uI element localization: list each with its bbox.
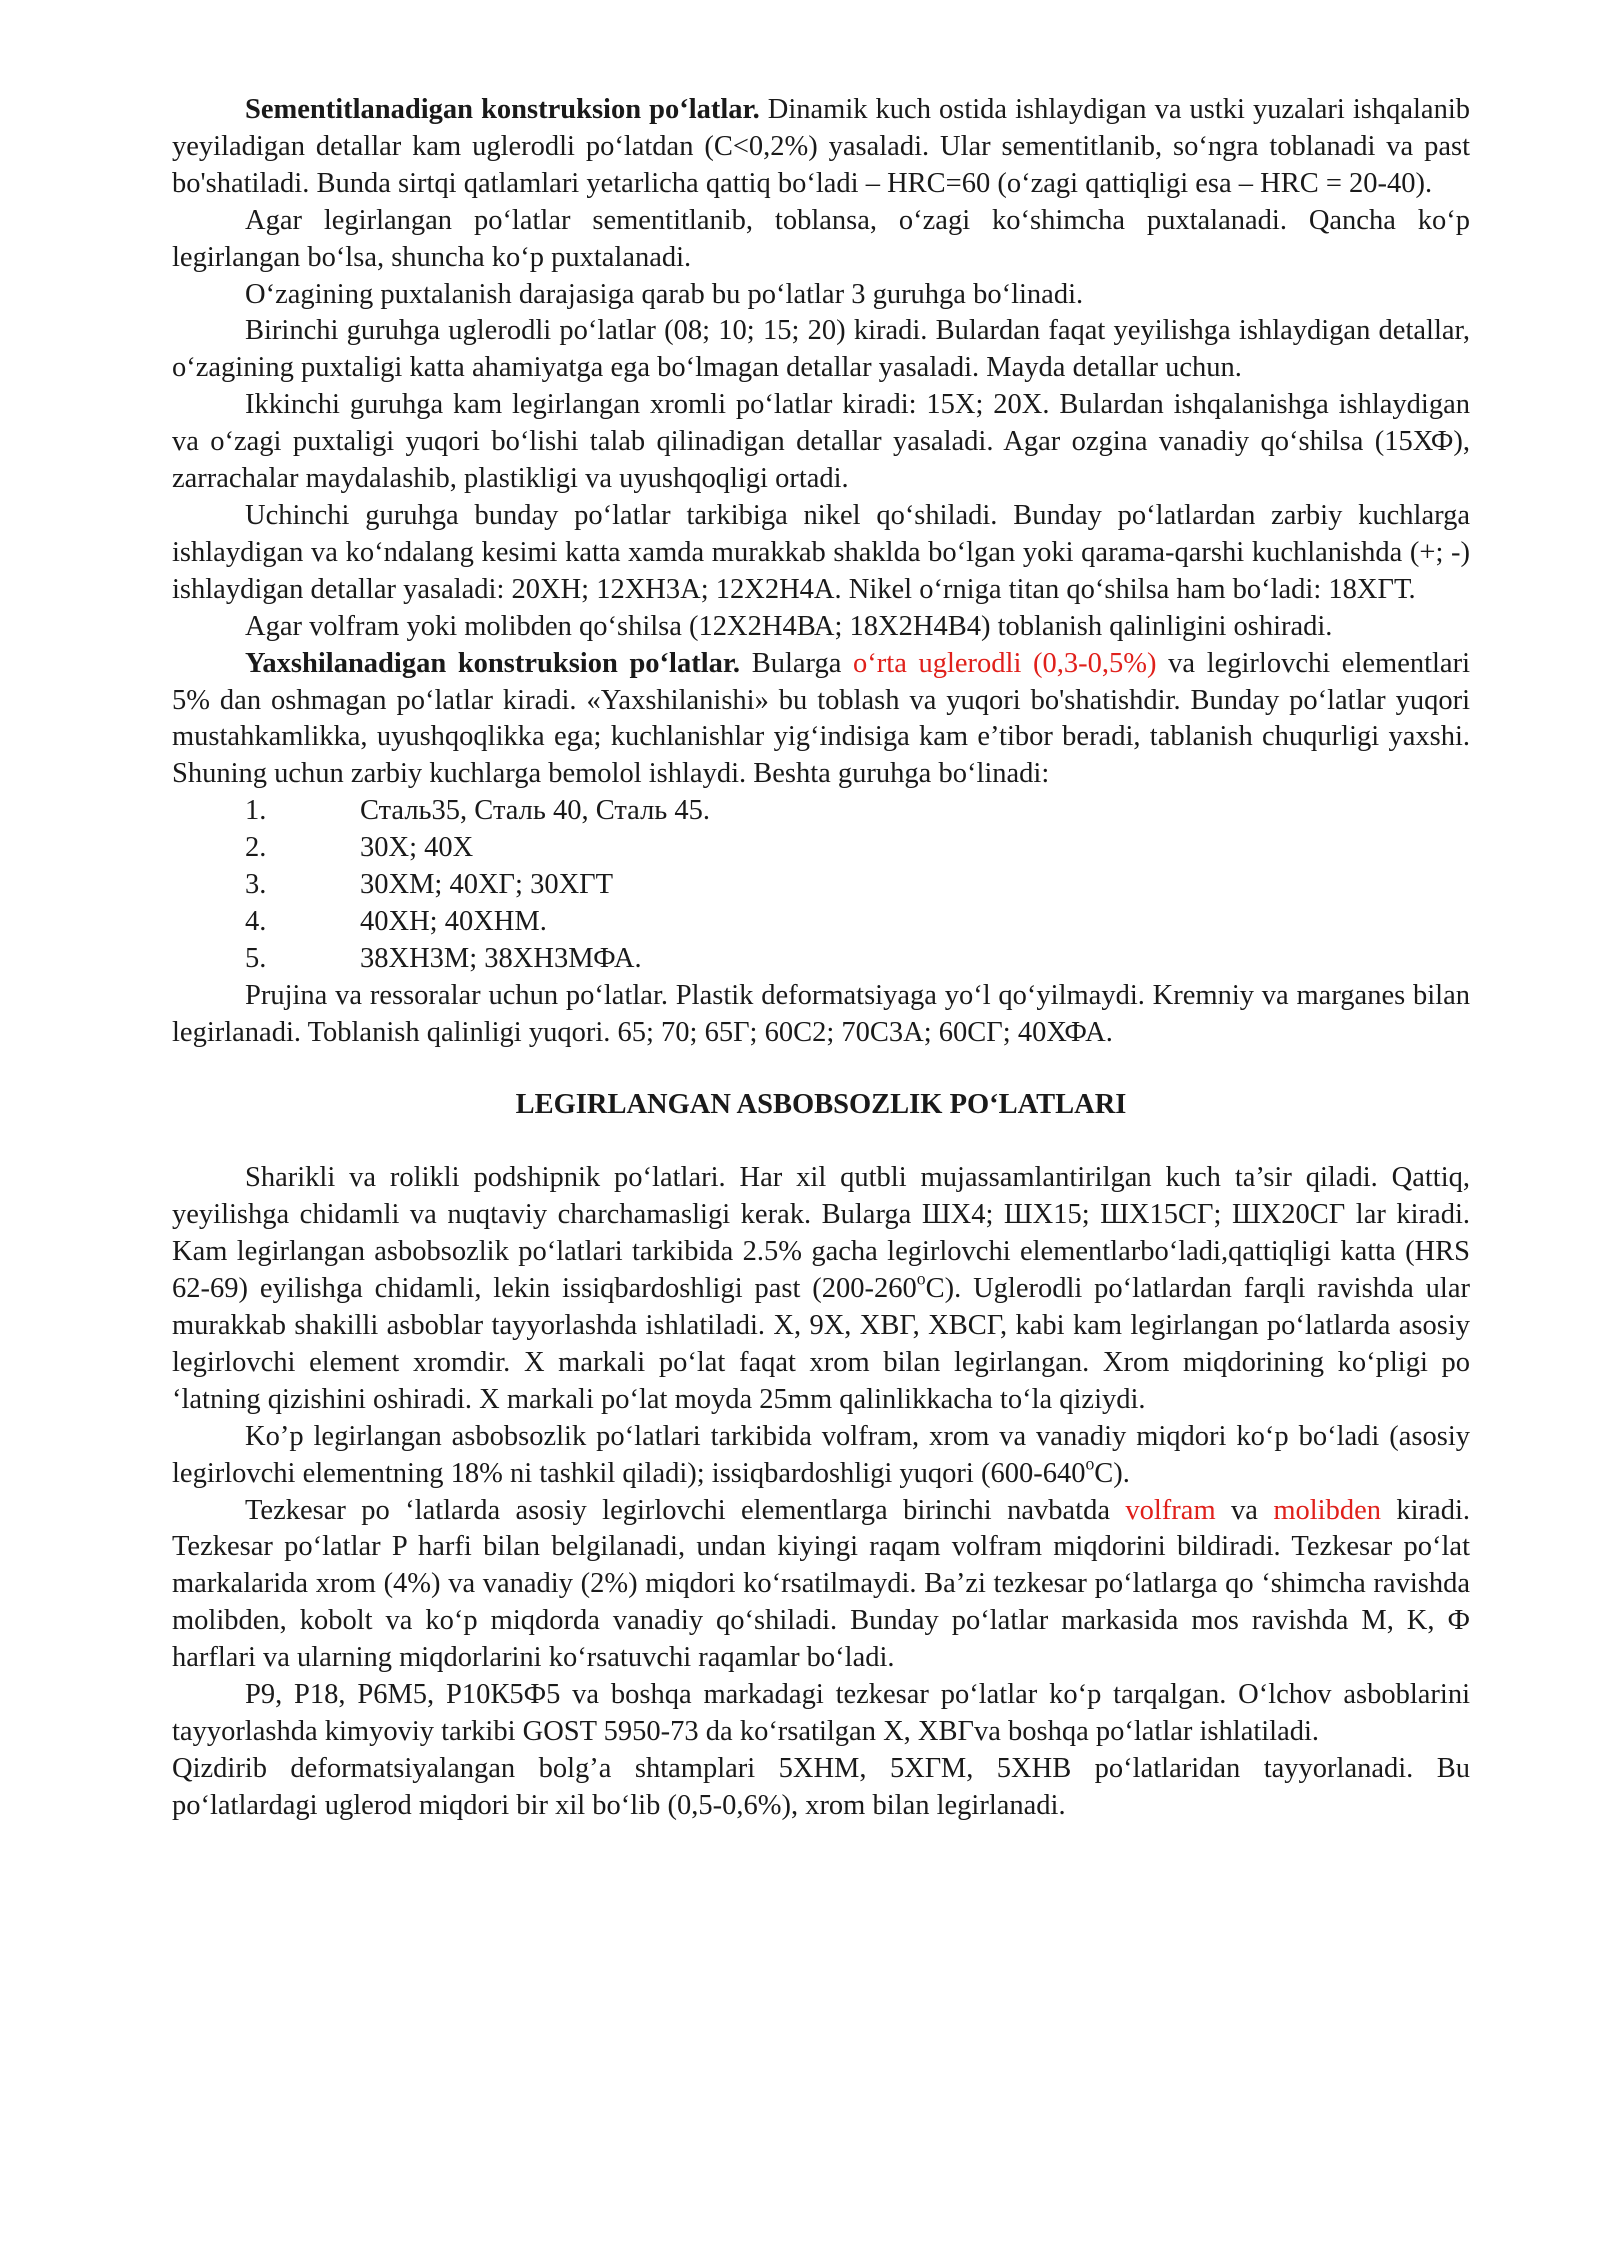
paragraph-improved-steels: [172, 646, 1470, 794]
paragraph-text: kiradi. Tezkesar po‘latlar P harfi bilan belgilanadi, undan kiyingi raqam volfram miqdorini bildiradi. Tezkesar po‘lat markalarida xrom (4%) va vanadiy (2%) miqdori ko‘rsatilmaydi. Ba’zi tezkesar po‘latlarga qo ‘shimcha ravishda molibden, kobolt va ko‘p miqdorda vanadiy qo‘shiladi. Bunday po‘latlar markasida mos ravishda M, K, Ф harflari va ularning miqdorlarini ko‘rsatuvchi raqamlar bo‘ladi.: [172, 1494, 1470, 1674]
paragraph-text: C).: [1094, 1457, 1130, 1489]
degree-sign: o: [1085, 1453, 1095, 1474]
list-number: 2.: [245, 832, 267, 864]
paragraph-title: Sementitlanadigan konstruksion po‘latlar.: [245, 94, 760, 125]
paragraph-text: Tezkesar po ‘latlarda asosiy legirlovchi elementlarga birinchi navbatda: [245, 1494, 1126, 1526]
list-number: 5.: [245, 942, 267, 974]
paragraph: Qizdirib deformatsiyalangan bolg’a shtamplari 5ХНМ, 5ХГМ, 5ХНВ po‘latlaridan tayyorlanadi. Bu po‘latlardagi uglerod miqdori bir xil bo‘lib (0,5-0,6%), xrom bilan legirlanadi.: [172, 1752, 1470, 1821]
list-text: 38ХН3М; 38ХН3МФА.: [360, 942, 642, 974]
paragraph-title: Yaxshilanadigan konstruksion po‘latlar.: [245, 647, 741, 679]
highlighted-text: molibden: [1273, 1494, 1381, 1526]
paragraph-text: Bularga: [740, 647, 854, 679]
paragraph-text: C). Uglerodli po‘latlardan farqli ravishda ular murakkab shakilli asboblar tayyorlashda ishlatiladi. Х, 9Х, ХВГ, ХВСГ, kabi kam legirlangan po‘latlarda asosiy legirlovchi element xromdir. Х markali po‘lat faqat xrom bilan legirlangan. Xrom miqdorining ko‘pligi po ‘latning qizishini oshiradi. Х markali po‘lat moyda 25mm qalinlikkacha to‘la qiziydi.: [172, 1273, 1470, 1415]
paragraph: Ikkinchi guruhga kam legirlangan xromli po‘latlar kiradi: 15Х; 20Х. Bulardan ishqalanishga ishlaydigan va o‘zagi puxtaligi yuqori bo‘lishi talab qilinadigan detallar yasaladi. Agar ozgina vanadiy qo‘shilsa (15ХФ), zarrachalar maydalashib, plastikligi va uyushqoqligi ortadi.: [172, 389, 1470, 495]
paragraph-high-speed-steels: [172, 1493, 1470, 1678]
list-number: 1.: [245, 795, 267, 827]
paragraph-bearing-steels: [172, 1160, 1470, 1418]
list-item: [172, 793, 1470, 830]
paragraph: Birinchi guruhga uglerodli po‘latlar (08; 10; 15; 20) kiradi. Bulardan faqat yeyilishga ishlaydigan detallar, o‘zagining puxtaligi katta ahamiyatga ega bo‘lmagan detallar yasaladi. Mayda detallar uchun.: [172, 315, 1470, 384]
paragraph-text: Ko’p legirlangan asbobsozlik po‘latlari tarkibida volfram, xrom va vanadiy miqdori ko‘p bo‘ladi (asosiy legirlovchi elementning 18% ni tashkil qiladi); issiqbardoshligi yuqori (600-640: [172, 1420, 1470, 1489]
highlighted-text: volfram: [1125, 1494, 1216, 1526]
paragraph: Uchinchi guruhga bunday po‘latlar tarkibiga nikel qo‘shiladi. Bunday po‘latlardan zarbiy kuchlarga ishlaydigan va ko‘ndalang kesimi katta xamda murakkab shaklda bo‘lgan yoki qarama-qarshi kuchlanishda (+; -) ishlaydigan detallar yasaladi: 20ХН; 12ХН3А; 12Х2Н4А. Nikel o‘rniga titan qo‘shilsa ham bo‘ladi: 18ХГТ.: [172, 499, 1470, 605]
list-number: 3.: [245, 869, 267, 900]
list-text: 40ХН; 40ХНМ.: [360, 905, 547, 937]
list-item: [172, 941, 1470, 978]
paragraph: O‘zagining puxtalanish darajasiga qarab bu po‘latlar 3 guruhga bo‘linadi.: [245, 278, 1084, 310]
list-item: [172, 830, 1470, 867]
degree-sign: o: [916, 1268, 926, 1289]
list-item: [172, 867, 1470, 904]
paragraph: Р9, Р18, Р6М5, Р10К5Ф5 va boshqa markadagi tezkesar po‘latlar ko‘p tarqalgan. O‘lchov asboblarini tayyorlashda kimyoviy tarkibi GOST 5950-73 da ko‘rsatilgan Х, ХВГva boshqa po‘latlar ishlatiladi.: [172, 1679, 1470, 1747]
paragraph-text: Sharikli va rolikli podshipnik po‘latlari. Har xil qutbli mujassamlantirilgan kuch ta’sir qiladi. Qattiq, yeyilishga chidamli va nuqtaviy charchamasligi kerak. Bularga ШХ4; ШХ15; ШХ15СГ; ШХ20СГ lar kiradi. Kam legirlangan asbobsozlik po‘latlari tarkibida 2.5% gacha legirlovchi elementlarbo‘ladi,qattiqligi katta (HRS 62-69) eyilishga chidamli, lekin issiqbardoshligi past (200-260: [172, 1162, 1470, 1305]
paragraph: Agar legirlangan po‘latlar sementitlanib, toblansa, o‘zagi ko‘shimcha puxtalanadi. Qancha ko‘p legirlangan bo‘lsa, shuncha ko‘p puxtalanadi.: [172, 204, 1470, 273]
paragraph-cemented-steels: [172, 92, 1470, 203]
paragraph: Prujina va ressoralar uchun po‘latlar. Plastik deformatsiyaga yo‘l qo‘yilmaydi. Kremniy va marganes bilan legirlanadi. Toblanish qalinligi yuqori. 65; 70; 65Г; 60С2; 70С3А; 60СГ; 40ХФА.: [172, 979, 1470, 1048]
highlighted-text: o‘rta uglerodli (0,3-0,5%): [853, 647, 1157, 679]
list-number: 4.: [245, 905, 267, 937]
list-item: [172, 904, 1470, 941]
list-text: 30Х; 40Х: [360, 832, 474, 864]
section-heading: LEGIRLANGAN ASBOBSOZLIK PO‘LATLARI: [515, 1089, 1127, 1121]
steel-groups-list: [172, 793, 1470, 977]
paragraph-text: va legirlovchi elementlari 5% dan oshmagan po‘latlar kiradi. «Yaxshilanishi» bu toblash va yuqori bo'shatishdir. Bunday po‘latlar yuqori mustahkamlikka, uyushqoqlikka ega; kuchlanishlar yig‘indisiga kam e’tibor beradi, tablanish chuqurligi yaxshi. Shuning uchun zarbiy kuchlarga bemolol ishlaydi. Beshta guruhga bo‘linadi:: [172, 647, 1470, 790]
paragraph-text: va: [1215, 1494, 1274, 1526]
paragraph-high-alloy: [172, 1419, 1470, 1493]
list-text: 30ХМ; 40ХГ; 30ХГТ: [360, 869, 614, 900]
list-text: Сталь35, Сталь 40, Сталь 45.: [360, 795, 711, 827]
paragraph: Agar volfram yoki molibden qo‘shilsa (12Х2Н4ВА; 18Х2Н4В4) toblanish qalinligini oshiradi.: [245, 610, 1333, 642]
paragraph-text: Dinamik kuch ostida ishlaydigan va ustki yuzalari ishqalanib yeyiladigan detallar kam uglerodli po‘latdan (C<0,2%) yasaladi. Ular sementitlanib, so‘ngra toblanadi va past bo'shatiladi. Bunda sirtqi qatlamlari yetarlicha qattiq bo‘ladi – HRC=60 (o‘zagi qattiqligi esa – HRC = 20-40).: [172, 94, 1470, 199]
